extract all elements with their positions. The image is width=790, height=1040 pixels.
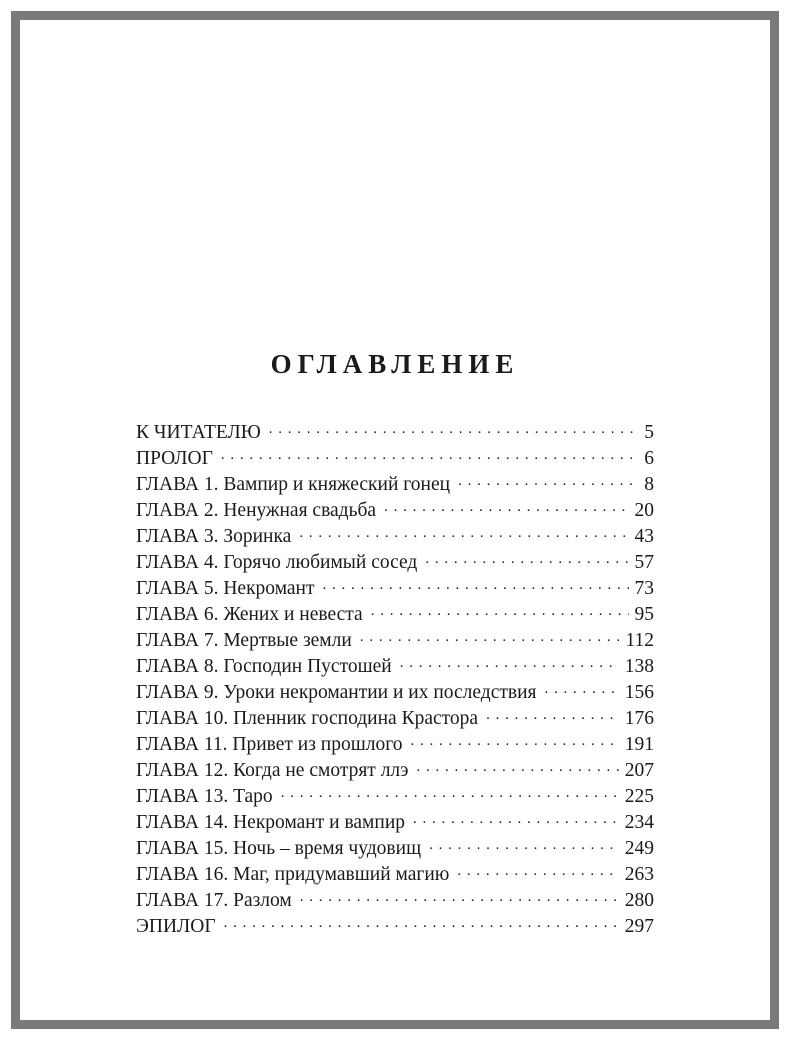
dot-leader bbox=[323, 576, 629, 594]
dot-leader bbox=[457, 862, 618, 880]
toc-entry-page-number: 6 bbox=[644, 448, 654, 469]
table-of-contents bbox=[136, 420, 654, 940]
dot-leader bbox=[224, 914, 619, 932]
toc-entry bbox=[136, 628, 654, 654]
toc-entry bbox=[136, 446, 654, 472]
toc-entry-page-number: 8 bbox=[644, 474, 654, 495]
toc-entry bbox=[136, 498, 654, 524]
dot-leader bbox=[360, 628, 620, 646]
toc-entry-label: ГЛАВА 16. Маг, придумавший магию bbox=[136, 864, 450, 885]
dot-leader bbox=[458, 472, 638, 490]
toc-entry bbox=[136, 680, 654, 706]
dot-leader bbox=[486, 706, 619, 724]
toc-entry bbox=[136, 888, 654, 914]
toc-entry-page-number: 225 bbox=[624, 786, 654, 807]
toc-entry-label: ГЛАВА 2. Ненужная свадьба bbox=[136, 500, 377, 521]
dot-leader bbox=[413, 810, 619, 828]
toc-entry-label: ГЛАВА 4. Горячо любимый сосед bbox=[136, 552, 418, 573]
toc-entry bbox=[136, 420, 654, 446]
toc-entry-page-number: 95 bbox=[634, 604, 654, 625]
toc-entry bbox=[136, 576, 654, 602]
toc-entry bbox=[136, 758, 654, 784]
toc-entry-label: ГЛАВА 10. Пленник господина Крастора bbox=[136, 708, 479, 729]
toc-entry-page-number: 297 bbox=[624, 916, 654, 937]
dot-leader bbox=[425, 550, 628, 568]
toc-entry bbox=[136, 602, 654, 628]
toc-entry-page-number: 249 bbox=[624, 838, 654, 859]
toc-entry-label: ГЛАВА 14. Некромант и вампир bbox=[136, 812, 406, 833]
toc-entry-label: ГЛАВА 15. Ночь – время чудовищ bbox=[136, 838, 422, 859]
toc-entry-label: ГЛАВА 9. Уроки некромантии и их последствия bbox=[136, 682, 537, 703]
dot-leader bbox=[269, 420, 638, 438]
toc-entry-label: ГЛАВА 1. Вампир и княжеский гонец bbox=[136, 474, 451, 495]
toc-entry-page-number: 138 bbox=[624, 656, 654, 677]
dot-leader bbox=[221, 446, 638, 464]
toc-entry-label: ГЛАВА 17. Разлом bbox=[136, 890, 292, 911]
toc-entry-page-number: 57 bbox=[634, 552, 654, 573]
toc-entry-page-number: 20 bbox=[634, 500, 654, 521]
toc-entry-label: ГЛАВА 12. Когда не смотрят ллэ bbox=[136, 760, 409, 781]
toc-entry bbox=[136, 732, 654, 758]
dot-leader bbox=[300, 888, 619, 906]
dot-leader bbox=[400, 654, 619, 672]
toc-entry-page-number: 263 bbox=[624, 864, 654, 885]
toc-entry-page-number: 176 bbox=[624, 708, 654, 729]
toc-entry-page-number: 191 bbox=[624, 734, 654, 755]
toc-entry-label: ЭПИЛОГ bbox=[136, 916, 216, 937]
toc-entry-label: ПРОЛОГ bbox=[136, 448, 213, 469]
toc-entry-label: ГЛАВА 11. Привет из прошлого bbox=[136, 734, 403, 755]
toc-entry bbox=[136, 472, 654, 498]
toc-entry-page-number: 280 bbox=[624, 890, 654, 911]
toc-entry-label: ГЛАВА 6. Жених и невеста bbox=[136, 604, 363, 625]
dot-leader bbox=[371, 602, 629, 620]
dot-leader bbox=[384, 498, 628, 516]
toc-title: ОГЛАВЛЕНИЕ bbox=[270, 349, 520, 379]
toc-entry bbox=[136, 810, 654, 836]
toc-entry-page-number: 73 bbox=[634, 578, 654, 599]
toc-entry bbox=[136, 706, 654, 732]
toc-entry-page-number: 234 bbox=[624, 812, 654, 833]
toc-entry bbox=[136, 654, 654, 680]
dot-leader bbox=[411, 732, 619, 750]
toc-entry-page-number: 43 bbox=[634, 526, 654, 547]
dot-leader bbox=[299, 524, 628, 542]
toc-entry bbox=[136, 914, 654, 940]
toc-entry-page-number: 112 bbox=[625, 630, 654, 651]
toc-entry bbox=[136, 784, 654, 810]
toc-entry-page-number: 5 bbox=[644, 422, 654, 443]
toc-entry bbox=[136, 836, 654, 862]
toc-entry-label: ГЛАВА 8. Господин Пустошей bbox=[136, 656, 392, 677]
dot-leader bbox=[429, 836, 619, 854]
toc-entry-page-number: 207 bbox=[624, 760, 654, 781]
dot-leader bbox=[281, 784, 619, 802]
toc-entry-page-number: 156 bbox=[624, 682, 654, 703]
toc-entry-label: К ЧИТАТЕЛЮ bbox=[136, 422, 261, 443]
toc-entry-label: ГЛАВА 5. Некромант bbox=[136, 578, 315, 599]
toc-entry-label: ГЛАВА 7. Мертвые земли bbox=[136, 630, 352, 651]
toc-entry-label: ГЛАВА 3. Зоринка bbox=[136, 526, 292, 547]
dot-leader bbox=[417, 758, 619, 776]
toc-entry bbox=[136, 862, 654, 888]
toc-entry bbox=[136, 524, 654, 550]
dot-leader bbox=[545, 680, 619, 698]
toc-entry-label: ГЛАВА 13. Таро bbox=[136, 786, 273, 807]
toc-entry bbox=[136, 550, 654, 576]
